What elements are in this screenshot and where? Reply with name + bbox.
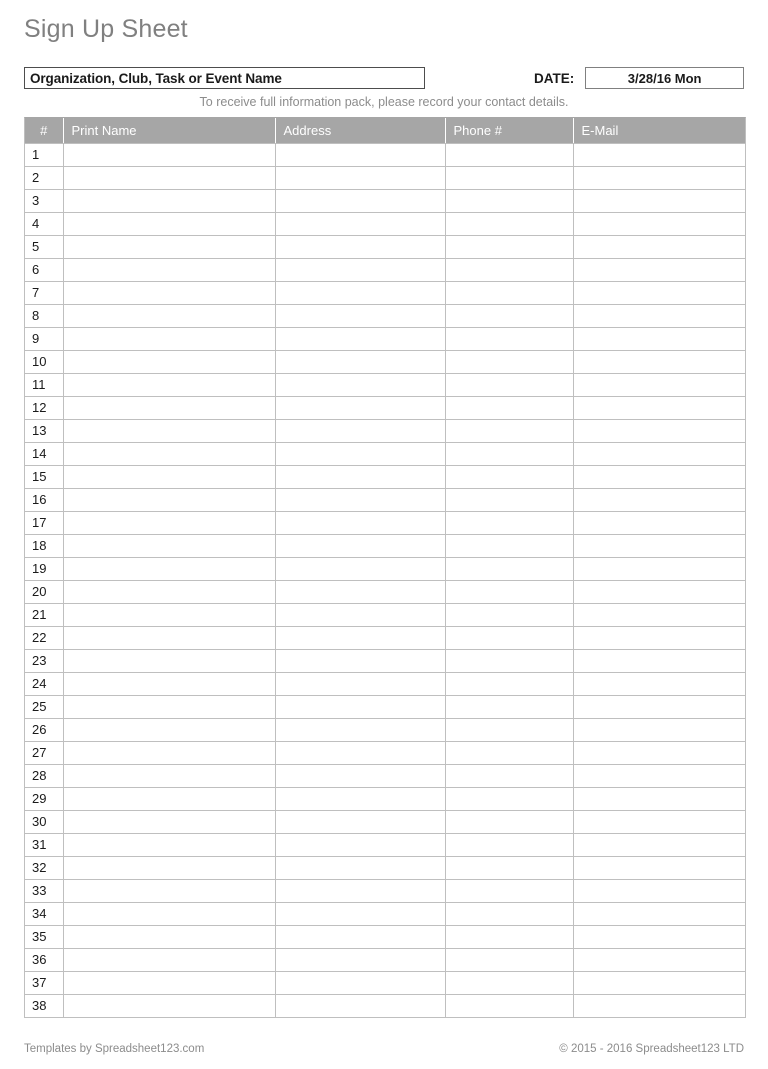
table-row bbox=[25, 281, 745, 304]
phone-cell[interactable] bbox=[445, 488, 573, 511]
table-row bbox=[25, 971, 745, 994]
phone-cell[interactable] bbox=[445, 948, 573, 971]
email-cell[interactable] bbox=[573, 373, 745, 396]
print-name-cell[interactable] bbox=[63, 442, 275, 465]
row-number-cell: 4 bbox=[25, 212, 63, 235]
table-row bbox=[25, 810, 745, 833]
row-number-cell: 7 bbox=[25, 281, 63, 304]
email-cell[interactable] bbox=[573, 580, 745, 603]
email-cell[interactable] bbox=[573, 350, 745, 373]
print-name-cell[interactable] bbox=[63, 235, 275, 258]
row-number-cell: 6 bbox=[25, 258, 63, 281]
email-cell[interactable] bbox=[573, 419, 745, 442]
address-cell[interactable] bbox=[275, 994, 445, 1017]
email-cell[interactable] bbox=[573, 810, 745, 833]
email-cell[interactable] bbox=[573, 488, 745, 511]
phone-cell[interactable] bbox=[445, 672, 573, 695]
row-number-cell: 2 bbox=[25, 166, 63, 189]
print-name-cell[interactable] bbox=[63, 695, 275, 718]
email-cell[interactable] bbox=[573, 396, 745, 419]
address-cell[interactable] bbox=[275, 603, 445, 626]
table-row bbox=[25, 626, 745, 649]
email-cell[interactable] bbox=[573, 718, 745, 741]
print-name-cell[interactable] bbox=[63, 833, 275, 856]
table-row bbox=[25, 488, 745, 511]
row-number-cell: 34 bbox=[25, 902, 63, 925]
phone-cell[interactable] bbox=[445, 534, 573, 557]
address-cell[interactable] bbox=[275, 465, 445, 488]
row-number-cell: 5 bbox=[25, 235, 63, 258]
print-name-cell[interactable] bbox=[63, 511, 275, 534]
sign-up-table-wrapper bbox=[24, 117, 746, 1018]
address-cell[interactable] bbox=[275, 557, 445, 580]
email-cell[interactable] bbox=[573, 833, 745, 856]
email-cell[interactable] bbox=[573, 465, 745, 488]
phone-cell[interactable] bbox=[445, 787, 573, 810]
row-number-cell: 14 bbox=[25, 442, 63, 465]
phone-cell[interactable] bbox=[445, 511, 573, 534]
print-name-cell[interactable] bbox=[63, 764, 275, 787]
table-row bbox=[25, 143, 745, 166]
email-cell[interactable] bbox=[573, 534, 745, 557]
email-cell[interactable] bbox=[573, 189, 745, 212]
phone-cell[interactable] bbox=[445, 879, 573, 902]
table-row bbox=[25, 396, 745, 419]
print-name-cell[interactable] bbox=[63, 787, 275, 810]
row-number-cell: 37 bbox=[25, 971, 63, 994]
print-name-cell[interactable] bbox=[63, 557, 275, 580]
row-number-cell: 20 bbox=[25, 580, 63, 603]
table-row bbox=[25, 304, 745, 327]
address-cell[interactable] bbox=[275, 189, 445, 212]
phone-cell[interactable] bbox=[445, 189, 573, 212]
phone-cell[interactable] bbox=[445, 396, 573, 419]
table-row bbox=[25, 695, 745, 718]
print-name-cell[interactable] bbox=[63, 741, 275, 764]
table-row bbox=[25, 580, 745, 603]
address-cell[interactable] bbox=[275, 281, 445, 304]
address-cell[interactable] bbox=[275, 902, 445, 925]
table-row bbox=[25, 994, 745, 1017]
address-cell[interactable] bbox=[275, 511, 445, 534]
table-row bbox=[25, 557, 745, 580]
row-number-cell: 9 bbox=[25, 327, 63, 350]
row-number-cell: 11 bbox=[25, 373, 63, 396]
row-number-cell: 3 bbox=[25, 189, 63, 212]
address-cell[interactable] bbox=[275, 764, 445, 787]
row-number-cell: 31 bbox=[25, 833, 63, 856]
table-row bbox=[25, 672, 745, 695]
email-cell[interactable] bbox=[573, 258, 745, 281]
table-row bbox=[25, 189, 745, 212]
table-row bbox=[25, 603, 745, 626]
email-cell[interactable] bbox=[573, 557, 745, 580]
email-cell[interactable] bbox=[573, 672, 745, 695]
print-name-cell[interactable] bbox=[63, 580, 275, 603]
table-row bbox=[25, 948, 745, 971]
row-number-cell: 13 bbox=[25, 419, 63, 442]
print-name-cell[interactable] bbox=[63, 143, 275, 166]
phone-cell[interactable] bbox=[445, 281, 573, 304]
row-number-cell: 10 bbox=[25, 350, 63, 373]
print-name-cell[interactable] bbox=[63, 281, 275, 304]
row-number-cell: 1 bbox=[25, 143, 63, 166]
email-cell[interactable] bbox=[573, 327, 745, 350]
email-cell[interactable] bbox=[573, 994, 745, 1017]
table-row bbox=[25, 741, 745, 764]
address-cell[interactable] bbox=[275, 741, 445, 764]
column-header-email: E-Mail bbox=[573, 118, 745, 143]
row-number-cell: 8 bbox=[25, 304, 63, 327]
print-name-cell[interactable] bbox=[63, 971, 275, 994]
table-row bbox=[25, 787, 745, 810]
organization-field[interactable] bbox=[24, 67, 425, 89]
address-cell[interactable] bbox=[275, 948, 445, 971]
address-cell[interactable] bbox=[275, 442, 445, 465]
address-cell[interactable] bbox=[275, 534, 445, 557]
print-name-cell[interactable] bbox=[63, 925, 275, 948]
phone-cell[interactable] bbox=[445, 764, 573, 787]
phone-cell[interactable] bbox=[445, 580, 573, 603]
row-number-cell: 22 bbox=[25, 626, 63, 649]
row-number-cell: 28 bbox=[25, 764, 63, 787]
footer-copyright: © 2015 - 2016 Spreadsheet123 LTD bbox=[559, 1043, 744, 1055]
row-number-cell: 30 bbox=[25, 810, 63, 833]
phone-cell[interactable] bbox=[445, 143, 573, 166]
row-number-cell: 23 bbox=[25, 649, 63, 672]
print-name-cell[interactable] bbox=[63, 603, 275, 626]
address-cell[interactable] bbox=[275, 373, 445, 396]
address-cell[interactable] bbox=[275, 925, 445, 948]
address-cell[interactable] bbox=[275, 166, 445, 189]
table-row bbox=[25, 879, 745, 902]
phone-cell[interactable] bbox=[445, 373, 573, 396]
print-name-cell[interactable] bbox=[63, 856, 275, 879]
email-cell[interactable] bbox=[573, 304, 745, 327]
table-row bbox=[25, 534, 745, 557]
row-number-cell: 16 bbox=[25, 488, 63, 511]
row-number-cell: 18 bbox=[25, 534, 63, 557]
column-header-number: # bbox=[25, 118, 63, 143]
address-cell[interactable] bbox=[275, 971, 445, 994]
table-body bbox=[25, 143, 745, 1017]
table-row bbox=[25, 350, 745, 373]
email-cell[interactable] bbox=[573, 511, 745, 534]
print-name-cell[interactable] bbox=[63, 373, 275, 396]
print-name-cell[interactable] bbox=[63, 327, 275, 350]
print-name-cell[interactable] bbox=[63, 672, 275, 695]
table-row bbox=[25, 764, 745, 787]
print-name-cell[interactable] bbox=[63, 189, 275, 212]
address-cell[interactable] bbox=[275, 488, 445, 511]
row-number-cell: 35 bbox=[25, 925, 63, 948]
print-name-cell[interactable] bbox=[63, 396, 275, 419]
phone-cell[interactable] bbox=[445, 235, 573, 258]
date-label: DATE: bbox=[534, 70, 575, 86]
phone-cell[interactable] bbox=[445, 557, 573, 580]
address-cell[interactable] bbox=[275, 419, 445, 442]
table-row bbox=[25, 718, 745, 741]
phone-cell[interactable] bbox=[445, 626, 573, 649]
table-row bbox=[25, 902, 745, 925]
print-name-cell[interactable] bbox=[63, 879, 275, 902]
table-row bbox=[25, 511, 745, 534]
address-cell[interactable] bbox=[275, 396, 445, 419]
address-cell[interactable] bbox=[275, 235, 445, 258]
table-row bbox=[25, 925, 745, 948]
table-header-row bbox=[25, 118, 745, 143]
table-row bbox=[25, 649, 745, 672]
row-number-cell: 36 bbox=[25, 948, 63, 971]
print-name-cell[interactable] bbox=[63, 994, 275, 1017]
phone-cell[interactable] bbox=[445, 442, 573, 465]
email-cell[interactable] bbox=[573, 166, 745, 189]
email-cell[interactable] bbox=[573, 442, 745, 465]
address-cell[interactable] bbox=[275, 649, 445, 672]
print-name-cell[interactable] bbox=[63, 534, 275, 557]
print-name-cell[interactable] bbox=[63, 718, 275, 741]
meta-row bbox=[24, 67, 744, 89]
email-cell[interactable] bbox=[573, 626, 745, 649]
address-cell[interactable] bbox=[275, 672, 445, 695]
address-cell[interactable] bbox=[275, 143, 445, 166]
email-cell[interactable] bbox=[573, 695, 745, 718]
row-number-cell: 12 bbox=[25, 396, 63, 419]
address-cell[interactable] bbox=[275, 350, 445, 373]
email-cell[interactable] bbox=[573, 741, 745, 764]
address-cell[interactable] bbox=[275, 810, 445, 833]
date-field-value: 3/28/16 Mon bbox=[627, 70, 702, 86]
print-name-cell[interactable] bbox=[63, 212, 275, 235]
email-cell[interactable] bbox=[573, 925, 745, 948]
footer-credit-text: Templates by bbox=[24, 1043, 95, 1055]
phone-cell[interactable] bbox=[445, 810, 573, 833]
email-cell[interactable] bbox=[573, 281, 745, 304]
print-name-cell[interactable] bbox=[63, 465, 275, 488]
phone-cell[interactable] bbox=[445, 350, 573, 373]
phone-cell[interactable] bbox=[445, 166, 573, 189]
print-name-cell[interactable] bbox=[63, 902, 275, 925]
email-cell[interactable] bbox=[573, 212, 745, 235]
print-name-cell[interactable] bbox=[63, 810, 275, 833]
footer-left bbox=[24, 1043, 204, 1055]
email-cell[interactable] bbox=[573, 235, 745, 258]
address-cell[interactable] bbox=[275, 327, 445, 350]
phone-cell[interactable] bbox=[445, 649, 573, 672]
row-number-cell: 27 bbox=[25, 741, 63, 764]
column-header-address: Address bbox=[275, 118, 445, 143]
print-name-cell[interactable] bbox=[63, 258, 275, 281]
email-cell[interactable] bbox=[573, 649, 745, 672]
address-cell[interactable] bbox=[275, 258, 445, 281]
table-row bbox=[25, 258, 745, 281]
address-cell[interactable] bbox=[275, 879, 445, 902]
table-row bbox=[25, 419, 745, 442]
table-row bbox=[25, 235, 745, 258]
phone-cell[interactable] bbox=[445, 465, 573, 488]
print-name-cell[interactable] bbox=[63, 626, 275, 649]
email-cell[interactable] bbox=[573, 902, 745, 925]
row-number-cell: 15 bbox=[25, 465, 63, 488]
address-cell[interactable] bbox=[275, 580, 445, 603]
row-number-cell: 19 bbox=[25, 557, 63, 580]
phone-cell[interactable] bbox=[445, 833, 573, 856]
table-row bbox=[25, 327, 745, 350]
row-number-cell: 24 bbox=[25, 672, 63, 695]
email-cell[interactable] bbox=[573, 764, 745, 787]
email-cell[interactable] bbox=[573, 787, 745, 810]
column-header-print-name: Print Name bbox=[63, 118, 275, 143]
phone-cell[interactable] bbox=[445, 304, 573, 327]
table-row bbox=[25, 166, 745, 189]
row-number-cell: 32 bbox=[25, 856, 63, 879]
email-cell[interactable] bbox=[573, 143, 745, 166]
print-name-cell[interactable] bbox=[63, 304, 275, 327]
phone-cell[interactable] bbox=[445, 327, 573, 350]
address-cell[interactable] bbox=[275, 718, 445, 741]
address-cell[interactable] bbox=[275, 856, 445, 879]
table-header bbox=[25, 118, 745, 143]
email-cell[interactable] bbox=[573, 879, 745, 902]
instruction-text: To receive full information pack, please record your contact details. bbox=[199, 95, 569, 109]
table-row bbox=[25, 212, 745, 235]
sign-up-table bbox=[25, 118, 745, 1018]
row-number-cell: 25 bbox=[25, 695, 63, 718]
email-cell[interactable] bbox=[573, 971, 745, 994]
row-number-cell: 33 bbox=[25, 879, 63, 902]
email-cell[interactable] bbox=[573, 603, 745, 626]
print-name-cell[interactable] bbox=[63, 649, 275, 672]
address-cell[interactable] bbox=[275, 304, 445, 327]
table-row bbox=[25, 856, 745, 879]
phone-cell[interactable] bbox=[445, 925, 573, 948]
address-cell[interactable] bbox=[275, 212, 445, 235]
email-cell[interactable] bbox=[573, 856, 745, 879]
phone-cell[interactable] bbox=[445, 856, 573, 879]
phone-cell[interactable] bbox=[445, 718, 573, 741]
page-title: Sign Up Sheet bbox=[24, 15, 188, 43]
organization-field-value: Organization, Club, Task or Event Name bbox=[30, 70, 282, 86]
row-number-cell: 17 bbox=[25, 511, 63, 534]
print-name-cell[interactable] bbox=[63, 166, 275, 189]
address-cell[interactable] bbox=[275, 833, 445, 856]
table-row bbox=[25, 465, 745, 488]
phone-cell[interactable] bbox=[445, 741, 573, 764]
column-header-phone: Phone # bbox=[445, 118, 573, 143]
phone-cell[interactable] bbox=[445, 695, 573, 718]
row-number-cell: 21 bbox=[25, 603, 63, 626]
address-cell[interactable] bbox=[275, 787, 445, 810]
print-name-cell[interactable] bbox=[63, 488, 275, 511]
footer bbox=[24, 1043, 744, 1055]
print-name-cell[interactable] bbox=[63, 948, 275, 971]
phone-cell[interactable] bbox=[445, 212, 573, 235]
address-cell[interactable] bbox=[275, 695, 445, 718]
phone-cell[interactable] bbox=[445, 258, 573, 281]
table-row bbox=[25, 442, 745, 465]
phone-cell[interactable] bbox=[445, 994, 573, 1017]
row-number-cell: 26 bbox=[25, 718, 63, 741]
footer-link-spreadsheet123[interactable]: Spreadsheet123.com bbox=[94, 1043, 205, 1055]
table-row bbox=[25, 373, 745, 396]
phone-cell[interactable] bbox=[445, 902, 573, 925]
row-number-cell: 29 bbox=[25, 787, 63, 810]
phone-cell[interactable] bbox=[445, 419, 573, 442]
print-name-cell[interactable] bbox=[63, 350, 275, 373]
date-field[interactable] bbox=[585, 67, 744, 89]
address-cell[interactable] bbox=[275, 626, 445, 649]
print-name-cell[interactable] bbox=[63, 419, 275, 442]
table-row bbox=[25, 833, 745, 856]
phone-cell[interactable] bbox=[445, 971, 573, 994]
email-cell[interactable] bbox=[573, 948, 745, 971]
row-number-cell: 38 bbox=[25, 994, 63, 1017]
phone-cell[interactable] bbox=[445, 603, 573, 626]
